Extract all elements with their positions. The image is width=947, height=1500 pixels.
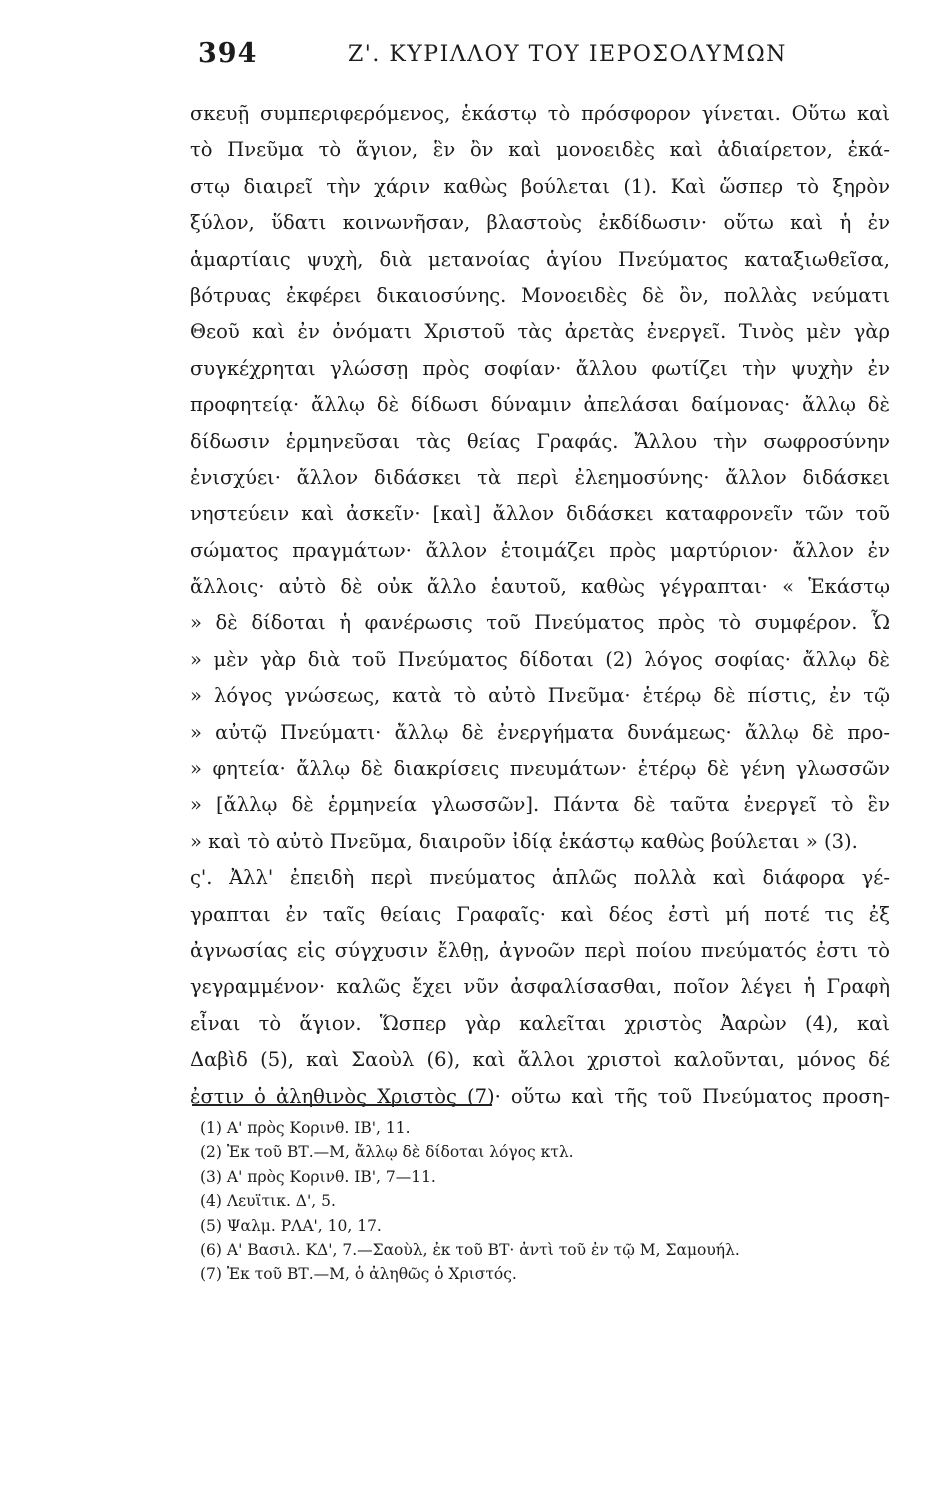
text-line: σκευῇ συμπεριφερόμενος, ἑκάστῳ τὸ πρόσφορον γίνεται. Οὕτω καὶ [190, 102, 890, 125]
text-line: ἁμαρτίαις ψυχὴ, διὰ μετανοίας ἁγίου Πνεύματος καταξιωθεῖσα, [190, 247, 890, 271]
footnotes [200, 1116, 890, 1287]
text-line: ἄλλοις· αὐτὸ δὲ οὐκ ἄλλο ἑαυτοῦ, καθὼς γέγραπται· « Ἑκάστῳ [190, 575, 890, 599]
text-line: Δαβὶδ (5), καὶ Σαοὺλ (6), καὶ ἄλλοι χριστοὶ καλοῦνται, μόνος δέ [190, 1048, 890, 1072]
text-line: ἀγνωσίας εἰς σύγχυσιν ἔλθῃ, ἀγνοῶν περὶ ποίου πνεύματός ἐστι τὸ [190, 938, 890, 962]
text-line: τὸ Πνεῦμα τὸ ἅγιον, ἓν ὂν καὶ μονοειδὲς καὶ ἀδιαίρετον, ἑκά- [190, 138, 890, 162]
text-line: γεγραμμένον· καλῶς ἔχει νῦν ἀσφαλίσασθαι, ποῖον λέγει ἡ Γραφὴ [190, 975, 890, 999]
text-line: συγκέχρηται γλώσσῃ πρὸς σοφίαν· ἄλλου φωτίζει τὴν ψυχὴν ἐν [190, 356, 890, 380]
text-line: » αὐτῷ Πνεύματι· ἄλλῳ δὲ ἐνεργήματα δυνάμεως· ἄλλῳ δὲ προ- [190, 720, 890, 744]
footnote: (4) Λευϊτικ. Δ', 5. [200, 1192, 336, 1211]
footnote: (7) Ἐκ τοῦ ΒΤ.—Μ, ὁ ἀληθῶς ὁ Χριστός. [200, 1265, 517, 1284]
text-line: » μὲν γὰρ διὰ τοῦ Πνεύματος δίδοται (2) λόγος σοφίας· ἄλλῳ δὲ [190, 647, 890, 671]
text-line: » [ἄλλῳ δὲ ἑρμηνεία γλωσσῶν]. Πάντα δὲ ταῦτα ἐνεργεῖ τὸ ἓν [190, 793, 890, 817]
text-line: » δὲ δίδοται ἡ φανέρωσις τοῦ Πνεύματος πρὸς τὸ συμφέρον. Ὧ [190, 611, 890, 635]
page-header [198, 38, 888, 82]
footnote-divider [192, 1104, 492, 1106]
footnote: (3) Α' πρὸς Κορινθ. ΙΒ', 7—11. [200, 1167, 436, 1186]
text-line: στῳ διαιρεῖ τὴν χάριν καθὼς βούλεται (1). Καὶ ὥσπερ τὸ ξηρὸν [190, 174, 890, 198]
text-line: ἐνισχύει· ἄλλον διδάσκει τὰ περὶ ἐλεημοσύνης· ἄλλον διδάσκει [190, 465, 890, 489]
text-line: » φητεία· ἄλλῳ δὲ διακρίσεις πνευμάτων· ἑτέρῳ δὲ γένη γλωσσῶν [190, 757, 890, 781]
text-line: δίδωσιν ἑρμηνεῦσαι τὰς θείας Γραφάς. Ἄλλου τὴν σωφροσύνην [190, 429, 890, 453]
text-line: ς'. Ἀλλ' ἐπειδὴ περὶ πνεύματος ἁπλῶς πολλὰ καὶ διάφορα γέ- [190, 866, 890, 890]
text-line: γραπται ἐν ταῖς θείαις Γραφαῖς· καὶ δέος ἐστὶ μή ποτέ τις ἐξ [190, 902, 890, 926]
footnote: (5) Ψαλμ. ΡΛΑ', 10, 17. [200, 1216, 382, 1235]
text-line: » καὶ τὸ αὐτὸ Πνεῦμα, διαιροῦν ἰδίᾳ ἑκάστῳ καθὼς βούλεται » (3). [190, 829, 858, 853]
text-line: προφητείᾳ· ἄλλῳ δὲ δίδωσι δύναμιν ἀπελάσαι δαίμονας· ἄλλῳ δὲ [190, 393, 890, 417]
text-line: σώματος πραγμάτων· ἄλλον ἑτοιμάζει πρὸς μαρτύριον· ἄλλον ἐν [190, 538, 890, 562]
page-number: 394 [198, 38, 258, 69]
text-line: » λόγος γνώσεως, κατὰ τὸ αὐτὸ Πνεῦμα· ἑτέρῳ δὲ πίστις, ἐν τῷ [190, 684, 890, 708]
running-head: Ζ'. ΚΥΡΙΛΛΟΥ ΤΟΥ ΙΕΡΟΣΟΛΥΜΩΝ [348, 42, 787, 67]
footnote: (6) Α' Βασιλ. ΚΔ', 7.—Σαοὺλ, ἐκ τοῦ ΒΤ· ἀντὶ τοῦ ἐν τῷ Μ, Σαμουήλ. [200, 1240, 740, 1259]
footnote: (1) Α' πρὸς Κορινθ. ΙΒ', 11. [200, 1119, 411, 1137]
text-line: νηστεύειν καὶ ἀσκεῖν· [καὶ] ἄλλον διδάσκει καταφρονεῖν τῶν τοῦ [190, 502, 890, 526]
body-text [190, 96, 890, 1115]
text-line: εἶναι τὸ ἅγιον. Ὥσπερ γὰρ καλεῖται χριστὸς Ἀαρὼν (4), καὶ [190, 1011, 890, 1035]
text-line: βότρυας ἐκφέρει δικαιοσύνης. Μονοειδὲς δὲ ὂν, πολλὰς νεύματι [190, 283, 890, 307]
footnote: (2) Ἐκ τοῦ ΒΤ.—Μ, ἄλλῳ δὲ δίδοται λόγος κτλ. [200, 1143, 574, 1162]
text-line: Θεοῦ καὶ ἐν ὀνόματι Χριστοῦ τὰς ἀρετὰς ἐνεργεῖ. Τινὸς μὲν γὰρ [190, 320, 890, 344]
text-line: ἐστιν ὁ ἀληθινὸς Χριστὸς (7)· οὕτω καὶ τῆς τοῦ Πνεύματος προση- [190, 1084, 890, 1108]
text-line: ξύλον, ὕδατι κοινωνῆσαν, βλαστοὺς ἐκδίδωσιν· οὕτω καὶ ἡ ἐν [190, 211, 890, 235]
